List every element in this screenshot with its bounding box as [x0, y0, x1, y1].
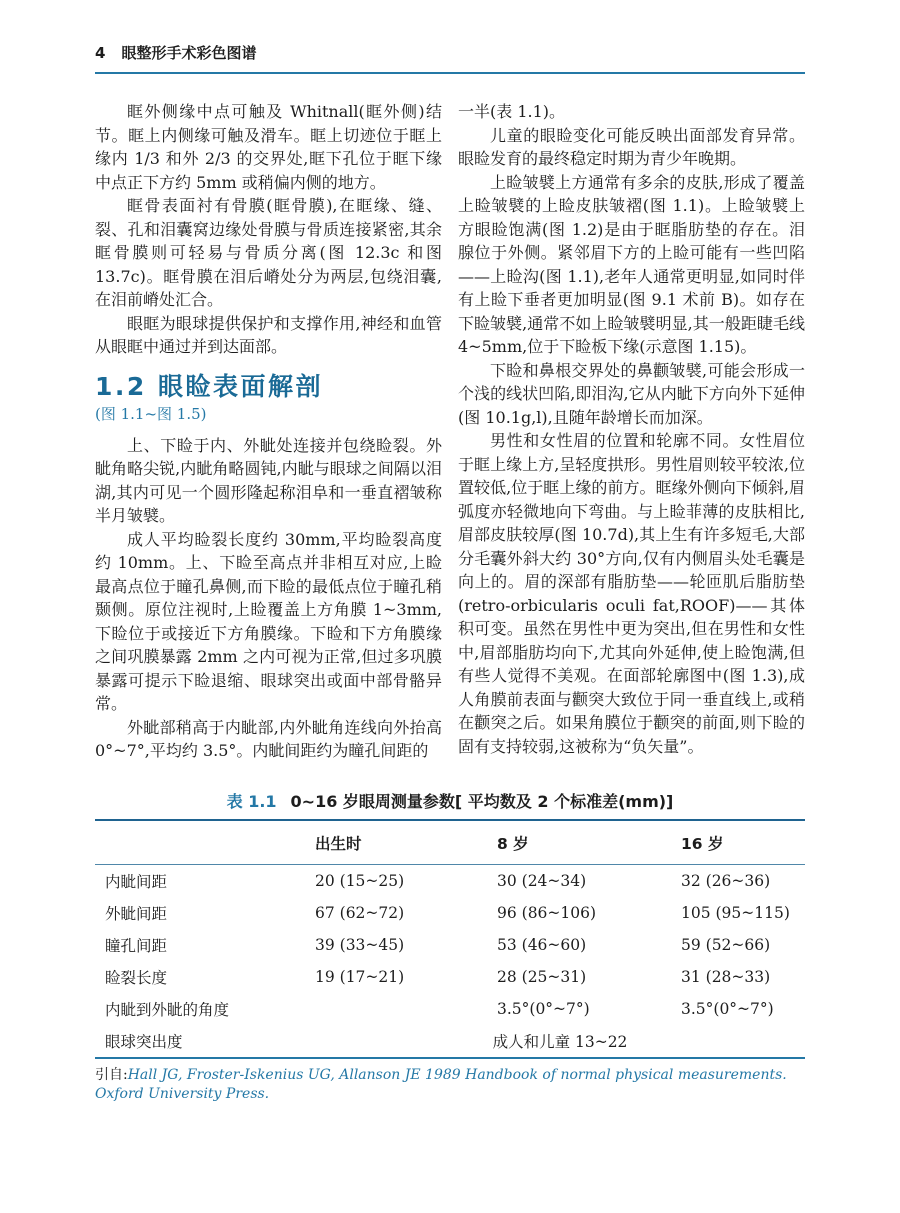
- table-title: [95, 792, 805, 812]
- cell-birth: 67 (62~72): [315, 904, 405, 922]
- col-header-age8: 8 岁: [497, 820, 681, 865]
- left-column: [95, 100, 442, 763]
- paragraph-orbit-rim: 眶外侧缘中点可触及 Whitnall(眶外侧)结节。眶上内侧缘可触及滑车。眶上切迹位于眶上缘内 1/3 和外 2/3 的交界处,眶下孔位于眶下缘中点正下方约 5mm 或稍偏内侧的地方。: [95, 102, 442, 192]
- two-column-text: [95, 100, 805, 763]
- table-header-row: [95, 820, 805, 865]
- table-1-1-block: [95, 792, 805, 1104]
- cell-age16: 3.5°(0°~7°): [681, 1000, 774, 1018]
- measurements-table: [95, 819, 805, 1059]
- book-title: 眼整形手术彩色图谱: [121, 44, 257, 62]
- row-label: 内眦到外眦的角度: [105, 1001, 230, 1019]
- row-label: 外眦间距: [105, 905, 168, 923]
- cell-birth: [315, 993, 497, 1025]
- cell-age8: 30 (24~34): [497, 872, 587, 890]
- col-header-age16: 16 岁: [681, 820, 805, 865]
- cell-age8: 96 (86~106): [497, 904, 597, 922]
- table-number-label: 表 1.1: [226, 792, 277, 811]
- cell-age8: 53 (46~60): [497, 936, 587, 954]
- paragraph-periosteum: 眶骨表面衬有骨膜(眶骨膜),在眶缘、缝、裂、孔和泪囊窝边缘处骨膜与骨质连接紧密,其余眶骨膜则可轻易与骨质分离(图 12.3c 和图 13.7c)。眶骨膜在泪后嵴处分为两层,包绕泪囊,在泪前嵴处汇合。: [95, 196, 442, 309]
- cell-age16: 59 (52~66): [681, 936, 771, 954]
- page-header: [95, 42, 805, 74]
- paragraph-canthal-angle: 外眦部稍高于内眦部,内外眦角连线向外抬高 0°~7°,平均约 3.5°。内眦间距约为瞳孔间距的: [95, 717, 442, 760]
- table-row: [95, 865, 805, 898]
- row-label: 眼球突出度: [105, 1033, 183, 1051]
- paragraph-lid-crease: 上睑皱襞上方通常有多余的皮肤,形成了覆盖上睑皱襞的上睑皮肤皱褶(图 1.1)。上睑皱襞上方眼睑饱满(图 1.2)是由于眶脂肪垫的存在。泪腺位于外侧。紧邻眉下方的上睑可能有一些凹陷——上睑沟(图 1.1),老年人通常更明显,如同时伴有上睑下垂者更加明显(图 9.1 术前 B)。如存在下睑皱襞,通常不如上睑皱襞明显,其一般距睫毛线 4~5mm,位于下睑板下缘(示意图 1.15)。: [458, 172, 805, 356]
- right-column: [458, 100, 805, 763]
- row-label: 内眦间距: [105, 873, 168, 891]
- cell-age16: 105 (95~115): [681, 904, 790, 922]
- page-number: 4: [95, 44, 106, 62]
- cell-birth: 19 (17~21): [315, 968, 405, 986]
- cell-age16: 32 (26~36): [681, 872, 771, 890]
- cell-age8: 3.5°(0°~7°): [497, 1000, 590, 1018]
- table-row: [95, 1025, 805, 1058]
- paragraph-children: 儿童的眼睑变化可能反映出面部发育异常。眼睑发育的最终稳定时期为青少年晚期。: [458, 125, 805, 168]
- row-label: 瞳孔间距: [105, 937, 168, 955]
- row-label: 睑裂长度: [105, 969, 168, 987]
- table-citation: [95, 1066, 805, 1104]
- table-title-text: 0~16 岁眼周测量参数[ 平均数及 2 个标准差(mm)]: [290, 792, 674, 811]
- citation-text: Hall JG, Froster-Iskenius UG, Allanson JE 1989 Handbook of normal physical measurements. Oxford University Press.: [95, 1067, 787, 1102]
- paragraph-fissure-size: 成人平均睑裂长度约 30mm,平均睑裂高度约 10mm。上、下睑至高点并非相互对应,上睑最高点位于瞳孔鼻侧,而下睑的最低点位于瞳孔稍颞侧。原位注视时,上睑覆盖上方角膜 1~3mm,下睑位于或接近下方角膜缘。下睑和下方角膜缘之间巩膜暴露 2mm 之内可视为正常,但过多巩膜暴露可提示下睑退缩、眼球突出或面中部骨骼异常。: [95, 529, 442, 713]
- table-row: [95, 961, 805, 993]
- table-row: [95, 929, 805, 961]
- paragraph-orbit-function: 眼眶为眼球提供保护和支撑作用,神经和血管从眼眶中通过并到达面部。: [95, 313, 442, 356]
- paragraph-tear-trough: 下睑和鼻根交界处的鼻颧皱襞,可能会形成一个浅的线状凹陷,即泪沟,它从内眦下方向外下延伸(图 10.1g,l),且随年龄增长而加深。: [458, 360, 805, 427]
- citation-label: 引自:: [95, 1067, 128, 1083]
- paragraph-continuation: 一半(表 1.1)。: [458, 102, 566, 121]
- table-row: [95, 897, 805, 929]
- cell-age16: 31 (28~33): [681, 968, 771, 986]
- paragraph-canthi: 上、下睑于内、外眦处连接并包绕睑裂。外眦角略尖锐,内眦角略圆钝,内眦与眼球之间隔以泪湖,其内可见一个圆形隆起称泪阜和一垂直褶皱称半月皱襞。: [95, 435, 442, 525]
- cell-birth: 20 (15~25): [315, 872, 405, 890]
- section-figure-ref: (图 1.1~图 1.5): [95, 404, 207, 423]
- corner-cell: [95, 820, 315, 865]
- col-header-birth: 出生时: [315, 820, 497, 865]
- cell-birth: 39 (33~45): [315, 936, 405, 954]
- cell-age8: 28 (25~31): [497, 968, 587, 986]
- cell-span-value: 成人和儿童 13~22: [492, 1033, 628, 1051]
- paragraph-brow: 男性和女性眉的位置和轮廓不同。女性眉位于眶上缘上方,呈轻度拱形。男性眉则较平较浓,位置较低,位于眶上缘的前方。眶缘外侧向下倾斜,眉弧度亦轻微地向下弯曲。与上睑菲薄的皮肤相比,眉部皮肤较厚(图 10.7d),其上生有许多短毛,大部分毛囊外斜大约 30°方向,仅有内侧眉头处毛囊是向上的。眉的深部有脂肪垫——轮匝肌后脂肪垫(retro-orbicularis oculi fat,ROOF)——其体积可变。虽然在男性中更为突出,但在男性和女性中,眉部脂肪均向下,尤其向外延伸,使上睑饱满,但有些人觉得不美观。在面部轮廓图中(图 1.3),成人角膜前表面与颧突大致位于同一垂直线上,或稍在颧突之后。如果角膜位于颧突的前面,则下睑的固有支持较弱,这被称为“负矢量”。: [458, 431, 805, 756]
- table-row: [95, 993, 805, 1025]
- section-heading: 1.2 眼睑表面解剖: [95, 371, 323, 401]
